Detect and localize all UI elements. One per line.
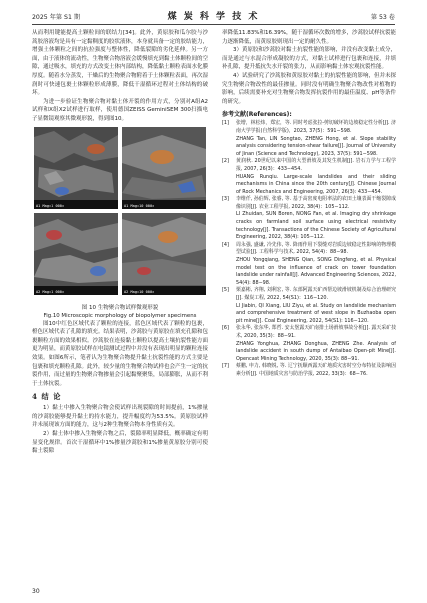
sem-image-a1-low xyxy=(34,127,118,209)
reference-item xyxy=(222,325,396,340)
reference-text: ZHANG Yonghua, ZHANG Donghua, ZHENG Zhe. Analysis of landslide accident in south dump of Antaibao Open-pit Mine[J]. Opencast Mining Technology, 2020, 35(3): 88−91. xyxy=(236,340,396,362)
reference-number xyxy=(222,257,236,287)
sem-micrograph xyxy=(34,213,118,295)
panel-label: A1 Mag=10 000× xyxy=(124,203,155,208)
paragraph: 从而利用键能提高土颗粒间的联结力[34]。此外，黄原胶和瓜尔胶与沙蒿胶溶液均是具有一定黏稠度的胶状液体，本身就具备一定的胶结能力，增强土体颗粒之间的抗拉强度与整体性，降低裂隙的劣化延伸。另一方面，由于液体的流动性，生物聚合物溶液会缓慢填充到黏土体颗粒间的空隙，通过吸水，填充的方式改变土体内部结构，降低黏土颗粒表面水化膜厚度。随着水分蒸发，干燥后的生物聚合物附着于土体颗粒表面，再次湿润时可快速包裹土体颗粒形成薄膜，降低干湿循环过程对土体结构的破坏。 xyxy=(32,30,209,97)
sem-image-a2-low xyxy=(34,213,118,295)
reference-text: HUANG Runqiu. Large-scale landslides and their sliding mechanisms in China since the 20th century[J]. Chinese Journal of Rock Mechanics and Engineering, 2007, 26(3): 433−454. xyxy=(236,173,396,195)
reference-number: [3] xyxy=(222,196,229,203)
reference-number: [1] xyxy=(222,120,229,127)
reference-text: LI Jiabin, QI Xiang, LIU Ziyu, et al. Study on landslide mechanism and comprehensive treatment of west slope in Buzhaoba open pit mine[J]. Coal Engineering, 2022, 54(S1): 116−120. xyxy=(236,302,396,324)
section-heading: 4 结 论 xyxy=(32,392,62,402)
figure-caption xyxy=(32,304,208,320)
reference-item xyxy=(222,242,396,257)
reference-item xyxy=(222,211,396,241)
figure-10 xyxy=(32,127,208,302)
reference-text: 栗嘉彬, 齐翔, 刘利宏, 等. 东部阿露天矿西帮边坡滑坡机制及综合治理研究[J]. 煤炭工程, 2022, 54(S1)：116−120. xyxy=(236,287,396,301)
reference-text: LI Zhuidan, SUN Boren, NONG Fan, et al. Imaging dry shrinkage cracks on farmland soil surface using electrical resistivity technology[J]. Transactions of the Chinese Society of Agricultural Engineering, 2022, 38(4): 105−112. xyxy=(236,211,396,241)
sem-micrograph xyxy=(122,127,206,209)
reference-number xyxy=(222,174,236,197)
paragraph: 2）黏土体中掺入生物聚合物之后，裂隙率明显降低，概率确定有明显变化规律。首次干湿循环中1%掺量沙蒿胶和1%掺量黄原胶分别可使黏土裂隙 xyxy=(32,431,208,455)
reference-number: [5] xyxy=(222,287,229,294)
reference-number: [6] xyxy=(222,325,229,332)
reference-item xyxy=(222,257,396,287)
volume-label: 第 53 卷 xyxy=(370,14,395,21)
caption-cn: 图 10 生物聚合物试样微观形貌 xyxy=(81,304,159,311)
panel-label: A2 Mag=10 000× xyxy=(124,289,155,294)
reference-number xyxy=(222,303,236,326)
paragraph: 图10中红色区域代表了颗粒的连接，蓝色区域代表了颗粒的包裹，橙色区域代表了孔隙的填充。结果表明，沙蒿胶与黄原胶在填充孔隙和包裹颗粒方面的效果相似。沙蒿胶在连接黏土颗粒以提高土壤抗裂性能方面更为明显，而黄原胶试样在电镜测试过程中并没有表现出明显的颗粒连接效果。如图6所示，笔者认为生物聚合物提升黏土抗裂性能的方式主要是包裹和填充颗粒孔隙。此外，较少量的生物聚合物试样也会产生一定的抗裂作用，而过量的生物聚合物掺量会引起黏聚聚集，局部膨胀，从而不利于土体抗裂。 xyxy=(32,320,209,387)
reference-item xyxy=(222,303,396,326)
reference-list xyxy=(222,120,396,378)
paragraph: 4）试验研究了沙蒿胶和黄原胶对黏土的抗裂性能的影响，但并未探究生物聚合物改性的最佳掺量。同时没有明确生物聚合物改性对植物的影响，后续需要补充对生物聚合物发挥抗裂作用的最佳温度、pH等条件的研究。 xyxy=(222,72,397,105)
right-column xyxy=(222,29,396,379)
references-heading: 参考文献(References): xyxy=(222,111,292,119)
left-column xyxy=(32,29,208,456)
reference-text: ZHOU Yongqiang, SHENG Qian, SONG Dingfeng, et al. Physical model test on the influence of crack on tower foundation landslide under rainfall[J]. Advanced Engineering Sciences, 2022, 54(4): 88−98. xyxy=(236,257,396,286)
reference-item xyxy=(222,196,396,211)
reference-item xyxy=(222,136,396,159)
reference-item xyxy=(222,120,396,135)
sem-micrograph xyxy=(122,213,206,295)
reference-number xyxy=(222,211,236,241)
reference-item xyxy=(222,287,396,302)
running-header xyxy=(32,9,395,23)
page-number: 30 xyxy=(32,588,40,595)
journal-title: 煤 炭 科 学 技 术 xyxy=(167,12,260,22)
issue-label: 2025 年第 S1 期 xyxy=(32,14,81,21)
reference-number: [2] xyxy=(222,158,229,165)
reference-text: 张永华, 张东华, 郑哲. 安太堡露天矿南排土场滑坡事故分析[J]. 露天采矿技术, 2020, 35(3)：88−91. xyxy=(236,325,396,339)
sem-micrograph xyxy=(34,127,118,209)
reference-text: 黄润秋. 20世纪以来中国的大型滑坡及其发生机制[J]. 岩石力学与工程学报, 2007, 26(3)：433−454. xyxy=(236,158,396,172)
paragraph: 3）黄原胶和沙蒿胶对黏土抗裂性能的影响，并没有改变黏土成分，而是通过与水混合形成凝胶的方式，对黏土试样进行包裹和连接，并填补孔隙，提升抵抗失水开裂的张力，从而影响黏土体宏观抗裂性能。 xyxy=(222,47,397,71)
sem-image-a2-high xyxy=(122,213,206,295)
header-rule xyxy=(32,24,395,25)
panel-label: A1 Mag=1 000× xyxy=(36,203,65,208)
caption-en: Fig.10 Microscopic morphology of biopolymer specimens xyxy=(43,312,197,319)
panel-label: A2 Mag=1 000× xyxy=(36,289,65,294)
paragraph: 1）黏土中掺入生物聚合物会使试样出现裂隙的时间提前，1%掺量的沙蒿胶能够提升黏土的持水能力，提升幅度约为53.5%。黄原胶试样并未展现该方面的能力，这与2种生物聚合物本身性质有关。 xyxy=(32,405,208,429)
reference-number xyxy=(222,341,236,364)
sem-image-a1-high xyxy=(122,127,206,209)
reference-text: ZHANG Tan, LIN Songtao, ZHENG Hong, et al. Slope stability analysis considering tension-shear failure[J]. Journal of University of Jinan (Science and Technology), 2023, 37(5): 591−598. xyxy=(236,135,396,157)
reference-number: [7] xyxy=(222,363,229,370)
reference-item xyxy=(222,341,396,364)
reference-item xyxy=(222,174,396,197)
reference-number: [4] xyxy=(222,241,229,248)
reference-text: 周永强, 盛谦, 冷先伟, 等. 降雨作用下裂缝对岩质边坡稳定性影响的物理模型试验[J]. 工程科学与技术, 2022, 54(4)：88−98. xyxy=(236,241,396,256)
reference-text: 蔡鹏, 申力, 韩晓锐, 等. 辽宁抚顺西露天矿地质灾害时空分布特征及影响因素分析[J]. 中国地质灾害与防治学报, 2022, 33(3)：68−76. xyxy=(236,363,396,377)
paragraph: 为进一步验证生物聚合物对黏土体开裂的作用方式，分别对A组A2试样和X组X2试样进行取样，使用德国ZEISS GeminiSEM 300扫描电子显微镜观察其微观形貌，得到图10。 xyxy=(32,98,208,122)
reference-text: 张增，林松炜，郑宏，等. 同时考虑张拉-剪切破坏的边坡稳定性分析[J]. 济南大学学报(自然科学版)，2023, 37(5)：591−598. xyxy=(236,120,396,134)
reference-item xyxy=(222,158,396,173)
paragraph: 率降低11.83%和16.39%，随干湿循环次数的增多，沙蒿胶试样抗裂能力逐渐降低，而黄原胶则现出一定的耐久性。 xyxy=(222,30,396,45)
reference-text: 李维仟, 孙伯辉, 张睿, 等. 基于高密度电阻率法的农田土壤表面干缩裂隙成像识别[J]. 农业工程学报, 2022, 38(4)：105−112. xyxy=(236,196,396,210)
reference-item xyxy=(222,363,396,378)
reference-number xyxy=(222,136,236,159)
